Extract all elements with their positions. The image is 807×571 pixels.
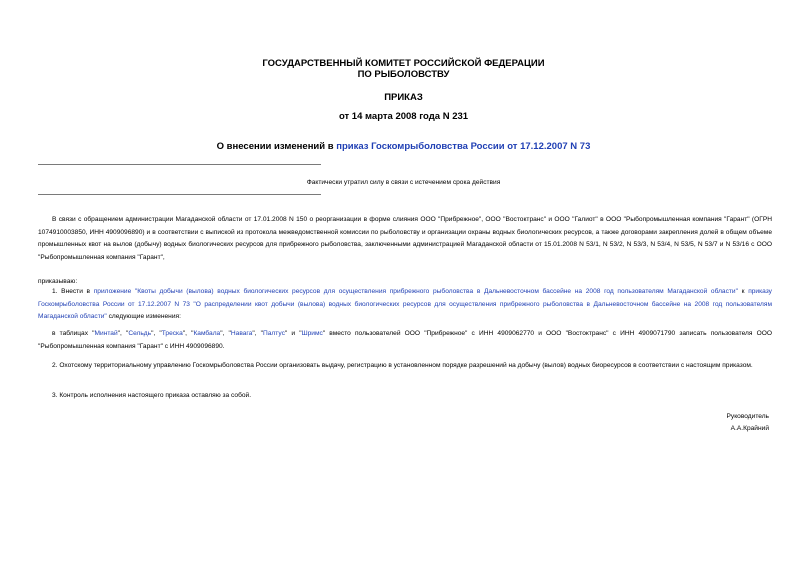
appendix-link[interactable]: приложение "Квоты добычи (вылова) водных биологических ресурсов для осуществления прибрежного рыболовства в Дальневосточном бассейне на 2008 год пользователям Магаданской области" [93, 288, 738, 295]
item-3-text: 3. Контроль исполнения настоящего приказа оставляю за собой. [52, 392, 252, 399]
title-order-link[interactable]: приказ Госкомрыболовства России от 17.12.2007 N 73 [336, 141, 591, 152]
status-note: Фактически утратил силу в связи с истечением срока действия [306, 179, 501, 186]
tables-paragraph: в таблицах "Минтай", "Сельдь", "Треска", "Камбала", "Навага", "Палтус" и "Шримс" вместо пользователей ООО "Прибрежное" с ИНН 4909062770 и ООО "Востоктранс" с ИНН 4909071790 записать пользователя ООО "Рыбопромышленная компания "Гарант" с ИНН 4909096890. [38, 330, 772, 350]
item-1-middle: к [737, 288, 749, 295]
item-2-text: 2. Охотскому территориальному управлению Госкомрыболовства России организовать выдачу, регистрацию в установленном порядке разрешений на добычу (вылов) водных биоресурсов в соответствии с настоящим приказом. [52, 362, 753, 369]
title-prefix: О внесении изменений в [216, 141, 337, 152]
divider-top [38, 164, 321, 165]
document-title [0, 141, 807, 152]
item-1-paragraph [38, 286, 772, 324]
item-1-suffix: следующие изменения: [106, 313, 181, 320]
issuing-authority [0, 58, 807, 80]
table-link-shrims[interactable]: Шримс [301, 330, 323, 337]
table-link-seld[interactable]: Сельдь [128, 330, 152, 337]
intro-text: В связи с обращением администрации Магаданской области от 17.01.2008 N 150 о реорганизации в форме слияния ООО "Прибрежное", ООО "Востоктранс" и ООО "Галиот" в ООО "Рыбопромышленная компания "Гарант" (ОГРН 1074910003850, ИНН 4909096890) и в соответствии с выпиской из протокола межведомственной комиссии по рыболовству и организации охраны водных биологических ресурсов, а также договорами закрепления долей в общем объеме промышленных квот на вылов (добычу) водных биологических ресурсов для прибрежного рыболовства, заключенными администрацией Магаданской области от 15.01.2008 N 53/1, N 53/2, N 53/3, N 53/4, N 53/5, N 53/7 и N 53/16 с ООО "Рыбопромышленная компания "Гарант", [38, 216, 772, 261]
signature-block [727, 411, 769, 435]
signatory-position: Руководитель [726, 413, 769, 420]
item-3-paragraph [38, 390, 772, 403]
signatory-name: А.А.Крайний [730, 425, 769, 432]
item-1-prefix: 1. Внести в [52, 288, 94, 295]
tables-prefix: в таблицах " [52, 330, 95, 337]
authority-line-1: ГОСУДАРСТВЕННЫЙ КОМИТЕТ РОССИЙСКОЙ ФЕДЕРАЦИИ [262, 58, 545, 69]
item-2-paragraph [38, 360, 772, 373]
intro-paragraph [38, 214, 772, 264]
table-link-treska[interactable]: Треска [161, 330, 183, 337]
authority-line-2: ПО РЫБОЛОВСТВУ [357, 69, 450, 80]
document-type: ПРИКАЗ [384, 92, 423, 103]
document-date-number: от 14 марта 2008 года N 231 [338, 111, 469, 122]
divider-bottom [38, 194, 321, 195]
table-link-paltus[interactable]: Палтус [263, 330, 285, 337]
table-link-navaga[interactable]: Навага [230, 330, 253, 337]
tables-suffix: " вместо пользователей ООО "Прибрежное" с ИНН 4909062770 и ООО "Востоктранс" с ИНН 4909071790 записать пользователя ООО "Рыбопромышленная компания "Гарант" с ИНН 4909096890. [38, 330, 772, 350]
orders-word: приказываю: [38, 278, 78, 285]
table-link-kambala[interactable]: Камбала [193, 330, 221, 337]
order-73-link[interactable]: приказу Госкомрыболовства России от 17.12.2007 N 73 "О распределении квот добычи (вылова) водных биологических ресурсов для осуществления прибрежного рыболовства в Дальневосточном бассейне на 2008 год пользователям Магаданской области" [38, 288, 772, 320]
table-link-minta[interactable]: Минтай [94, 330, 118, 337]
